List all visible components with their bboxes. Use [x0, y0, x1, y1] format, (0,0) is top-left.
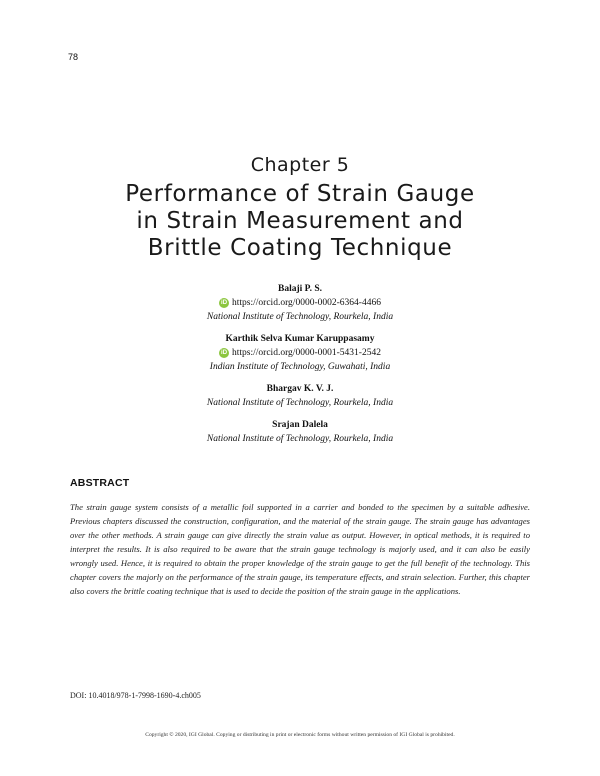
author-block: [0, 418, 600, 446]
author-name: Karthik Selva Kumar Karuppasamy: [225, 334, 375, 344]
author-affiliation: National Institute of Technology, Rourkela, India: [206, 434, 394, 444]
abstract-heading: ABSTRACT: [70, 477, 130, 489]
author-affiliation: National Institute of Technology, Rourkela, India: [206, 312, 394, 322]
orcid-icon: iD: [221, 300, 228, 306]
title-line: in Strain Measurement and: [136, 208, 464, 234]
orcid-line: [0, 346, 600, 360]
orcid-link[interactable]: https://orcid.org/0000-0002-6364-4466: [232, 298, 381, 308]
author-name: Balaji P. S.: [278, 284, 322, 294]
chapter-title: [60, 181, 540, 262]
author-affiliation: National Institute of Technology, Rourkela, India: [206, 398, 394, 408]
author-block: [0, 382, 600, 410]
author-affiliation: Indian Institute of Technology, Guwahati, India: [209, 362, 391, 372]
author-block: [0, 332, 600, 374]
orcid-line: [0, 296, 600, 310]
orcid-link[interactable]: https://orcid.org/0000-0001-5431-2542: [232, 348, 381, 358]
author-list: [0, 282, 600, 454]
title-line: Performance of Strain Gauge: [125, 181, 475, 207]
author-name: Srajan Dalela: [272, 420, 328, 430]
title-line: Brittle Coating Technique: [147, 235, 453, 261]
copyright-notice: Copyright © 2020, IGI Global. Copying or distributing in print or electronic forms without written permission of IGI Global is prohibited.: [145, 732, 455, 738]
author-block: [0, 282, 600, 324]
doi: DOI: 10.4018/978-1-7998-1690-4.ch005: [70, 691, 201, 700]
chapter-label: Chapter 5: [250, 154, 350, 176]
orcid-icon: iD: [221, 350, 228, 356]
page-number: 78: [68, 52, 79, 62]
abstract-text: The strain gauge system consists of a metallic foil supported in a carrier and bonded to the specimen by a suitable adhesive. Previous chapters discussed the construction, configuration, and the material of the strain gauge. The strain gauge has advantages over the other methods. A strain gauge can give directly the strain value as output. However, in optical methods, it is required to interpret the results. It is also required to be aware that the strain gauge technology is majorly used, and it can also be easily wrongly used. Hence, it is required to obtain the proper knowledge of the strain gauge to get the full benefit of the technology. This chapter covers the majorly on the performance of the strain gauge, its temperature effects, and strain selection. Further, this chapter also covers the brittle coating technique that is used to decide the position of the strain gauge in the applications.: [70, 502, 530, 596]
author-name: Bhargav K. V. J.: [266, 384, 334, 394]
